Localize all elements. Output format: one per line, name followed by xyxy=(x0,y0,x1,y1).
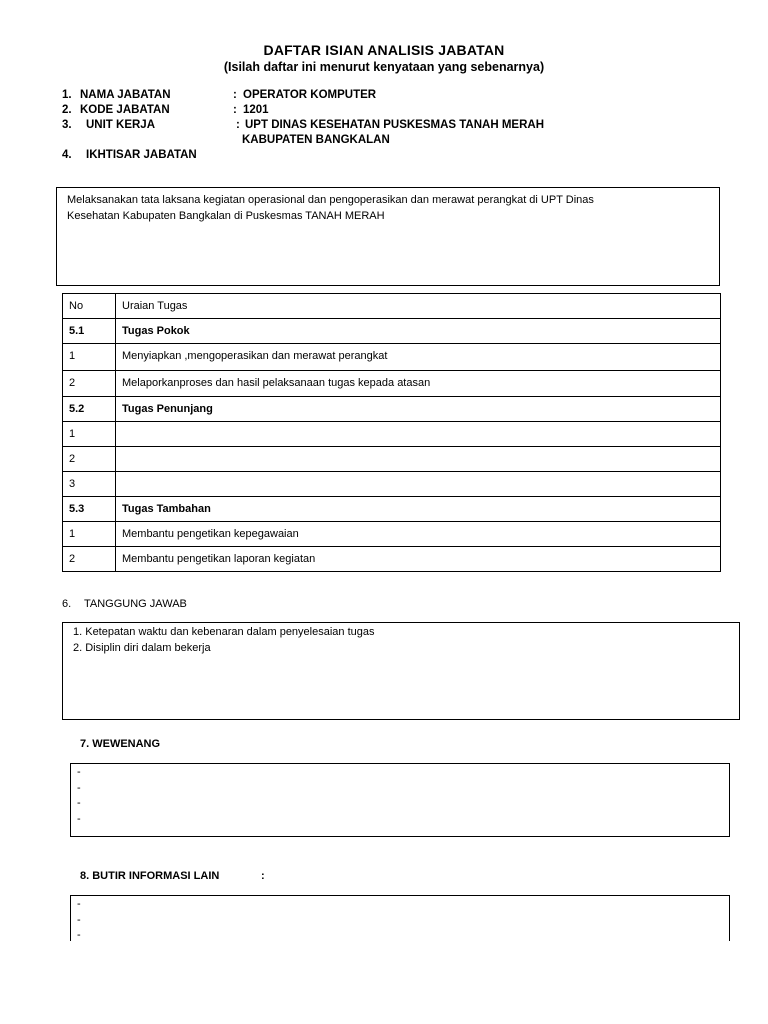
butir-heading: 8. BUTIR INFORMASI LAIN xyxy=(80,870,220,882)
row-desc: Tugas Penunjang xyxy=(116,397,721,422)
field-num-4: 4. xyxy=(62,149,72,161)
document-subtitle: (Isilah daftar ini menurut kenyataan yang sebenarnya) xyxy=(223,60,545,74)
field-num-3: 3. xyxy=(62,119,72,131)
document-title: DAFTAR ISIAN ANALISIS JABATAN xyxy=(263,42,505,58)
field-label-nama-jabatan: NAMA JABATAN xyxy=(80,89,171,101)
field-label-kode-jabatan: KODE JABATAN xyxy=(80,104,170,116)
table-row xyxy=(63,497,721,522)
field-num-2: 2. xyxy=(62,104,72,116)
butir-box xyxy=(70,895,730,941)
ikhtisar-line-1: Melaksanakan tata laksana kegiatan operasional dan pengoperasikan dan merawat perangkat di UPT Dinas xyxy=(67,194,594,206)
table-row xyxy=(63,472,721,497)
row-no: 2 xyxy=(63,371,116,397)
tanggung-jawab-item: 1. Ketepatan waktu dan kebenaran dalam penyelesaian tugas xyxy=(73,626,375,638)
field-value-nama-jabatan: OPERATOR KOMPUTER xyxy=(243,89,377,101)
butir-item: - xyxy=(77,929,81,941)
field-label-ikhtisar-jabatan: IKHTISAR JABATAN xyxy=(86,149,197,161)
row-desc xyxy=(116,422,721,447)
field-sep-3: : xyxy=(236,119,240,131)
field-value-unit-kerja-line2: KABUPATEN BANGKALAN xyxy=(242,134,390,146)
row-desc: Menyiapkan ,mengoperasikan dan merawat perangkat xyxy=(116,344,721,371)
butir-item: - xyxy=(77,913,81,926)
row-desc: Membantu pengetikan kepegawaian xyxy=(116,522,721,547)
tanggung-jawab-num: 6. xyxy=(62,598,72,610)
wewenang-item: - xyxy=(77,797,81,809)
field-num-1: 1. xyxy=(62,89,72,101)
table-row xyxy=(63,371,721,397)
row-no: 2 xyxy=(63,547,116,572)
field-label-unit-kerja: UNIT KERJA xyxy=(86,119,156,131)
header-no: No xyxy=(63,294,116,319)
field-value-kode-jabatan: 1201 xyxy=(243,104,269,116)
wewenang-item: - xyxy=(77,812,81,825)
butir-item: - xyxy=(77,898,81,910)
table-row xyxy=(63,319,721,344)
row-desc: Melaporkanproses dan hasil pelaksanaan tugas kepada atasan xyxy=(116,371,721,397)
row-no: 1 xyxy=(63,422,116,447)
table-row xyxy=(63,547,721,572)
ikhtisar-line-2: Kesehatan Kabupaten Bangkalan di Puskesmas TANAH MERAH xyxy=(67,210,385,222)
row-desc: Tugas Tambahan xyxy=(116,497,721,522)
table-row xyxy=(63,397,721,422)
wewenang-box xyxy=(70,763,730,837)
field-sep-2: : xyxy=(233,104,237,116)
butir-sep: : xyxy=(261,870,265,882)
row-no: 3 xyxy=(63,472,116,497)
wewenang-item: - xyxy=(77,766,81,778)
row-no: 5.2 xyxy=(63,397,116,422)
table-row xyxy=(63,422,721,447)
table-row xyxy=(63,344,721,371)
row-desc xyxy=(116,472,721,497)
row-desc: Tugas Pokok xyxy=(116,319,721,344)
tanggung-jawab-heading: TANGGUNG JAWAB xyxy=(84,598,187,610)
row-desc xyxy=(116,447,721,472)
field-sep-1: : xyxy=(233,89,237,101)
tanggung-jawab-box xyxy=(62,622,740,720)
header-desc: Uraian Tugas xyxy=(116,294,721,319)
field-value-unit-kerja: UPT DINAS KESEHATAN PUSKESMAS TANAH MERAH xyxy=(245,119,545,131)
row-no: 1 xyxy=(63,344,116,371)
table-row xyxy=(63,447,721,472)
ikhtisar-box xyxy=(56,187,720,286)
table-header-row xyxy=(63,294,721,319)
tanggung-jawab-item: 2. Disiplin diri dalam bekerja xyxy=(73,642,211,654)
wewenang-heading: 7. WEWENANG xyxy=(80,738,161,750)
table-row xyxy=(63,522,721,547)
row-no: 5.1 xyxy=(63,319,116,344)
row-no: 5.3 xyxy=(63,497,116,522)
tasks-table xyxy=(62,293,721,572)
row-no: 2 xyxy=(63,447,116,472)
row-no: 1 xyxy=(63,522,116,547)
wewenang-item: - xyxy=(77,781,81,794)
row-desc: Membantu pengetikan laporan kegiatan xyxy=(116,547,721,572)
